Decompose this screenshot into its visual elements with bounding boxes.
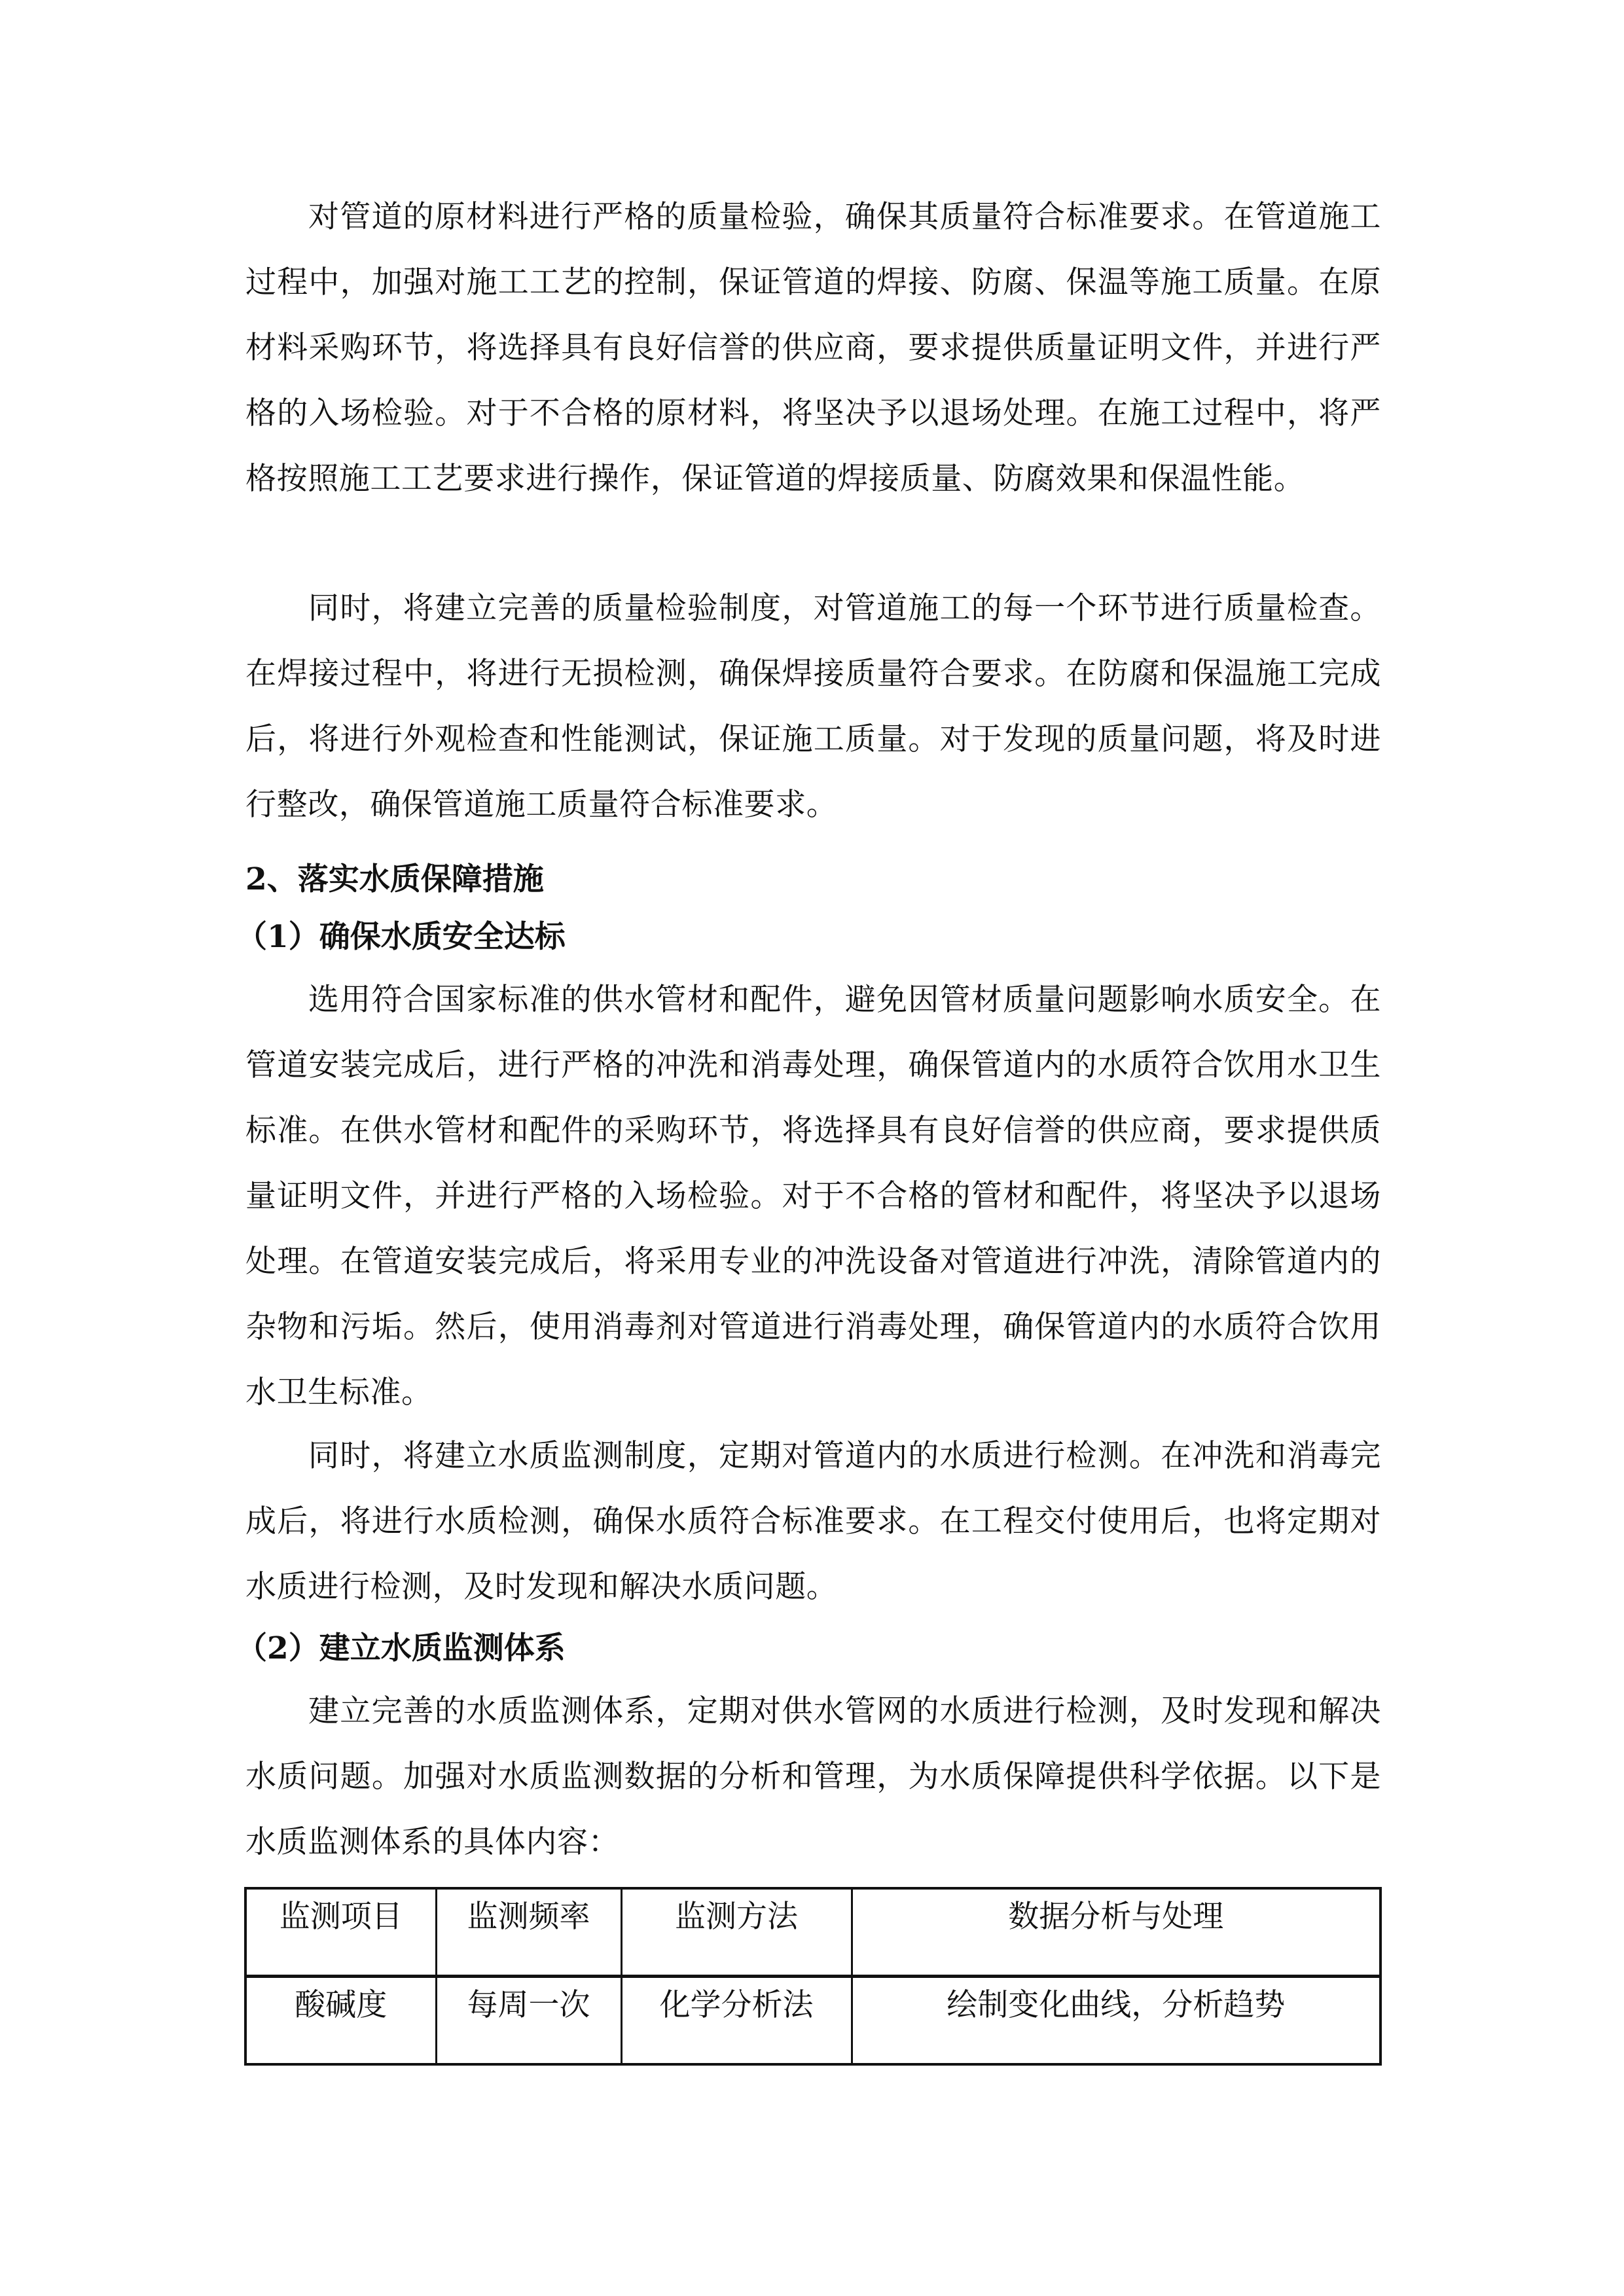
paragraph-monitoring-system-intro: 建立完善的水质监测体系，定期对供水管网的水质进行检测，及时发现和解决水质问题。加强对水质监测数据的分析和管理，为水质保障提供科学依据。以下是水质监测体系的具体内容： bbox=[245, 1693, 1381, 1860]
paragraph-raw-material-inspection: 对管道的原材料进行严格的质量检验，确保其质量符合标准要求。在管道施工过程中，加强对施工工艺的控制，保证管道的焊接、防腐、保温等施工质量。在原材料采购环节，将选择具有良好信誉的供应商，要求提供质量证明文件，并进行严格的入场检验。对于不合格的原材料，将坚决予以退场处理。在施工过程中，将严格按照施工工艺要求进行操作，保证管道的焊接质量、防腐效果和保温性能。 bbox=[245, 199, 1381, 497]
cell-monitoring-frequency: 每周一次 bbox=[436, 1977, 621, 2065]
paragraph-water-monitoring-regime: 同时，将建立水质监测制度，定期对管道内的水质进行检测。在冲洗和消毒完成后，将进行水质检测，确保水质符合标准要求。在工程交付使用后，也将定期对水质进行检测，及时发现和解决水质问题。 bbox=[245, 1438, 1381, 1605]
cell-data-analysis: 绘制变化曲线，分析趋势 bbox=[852, 1977, 1380, 2065]
header-data-analysis: 数据分析与处理 bbox=[852, 1888, 1380, 1977]
table-row bbox=[245, 1977, 1380, 2065]
section-heading-water-quality-measures: 2、落实水质保障措施 bbox=[245, 861, 544, 897]
paragraph-pipe-materials-flushing: 选用符合国家标准的供水管材和配件，避免因管材质量问题影响水质安全。在管道安装完成后，进行严格的冲洗和消毒处理，确保管道内的水质符合饮用水卫生标准。在供水管材和配件的采购环节，将选择具有良好信誉的供应商，要求提供质量证明文件，并进行严格的入场检验。对于不合格的管材和配件，将坚决予以退场处理。在管道安装完成后，将采用专业的冲洗设备对管道进行冲洗，清除管道内的杂物和污垢。然后，使用消毒剂对管道进行消毒处理，确保管道内的水质符合饮用水卫生标准。 bbox=[245, 982, 1381, 1410]
header-monitoring-item: 监测项目 bbox=[245, 1888, 436, 1977]
water-monitoring-table bbox=[244, 1887, 1382, 2066]
header-monitoring-method: 监测方法 bbox=[621, 1888, 852, 1977]
header-monitoring-frequency: 监测频率 bbox=[436, 1888, 621, 1977]
subsection-heading-monitoring-system: （2）建立水质监测体系 bbox=[236, 1630, 566, 1666]
table-header-row bbox=[245, 1888, 1380, 1977]
cell-monitoring-item: 酸碱度 bbox=[245, 1977, 436, 2065]
subsection-heading-water-safety: （1）确保水质安全达标 bbox=[236, 919, 566, 955]
paragraph-quality-inspection-system: 同时，将建立完善的质量检验制度，对管道施工的每一个环节进行质量检查。在焊接过程中，将进行无损检测，确保焊接质量符合要求。在防腐和保温施工完成后，将进行外观检查和性能测试，保证施工质量。对于发现的质量问题，将及时进行整改，确保管道施工质量符合标准要求。 bbox=[245, 590, 1381, 823]
cell-monitoring-method: 化学分析法 bbox=[621, 1977, 852, 2065]
